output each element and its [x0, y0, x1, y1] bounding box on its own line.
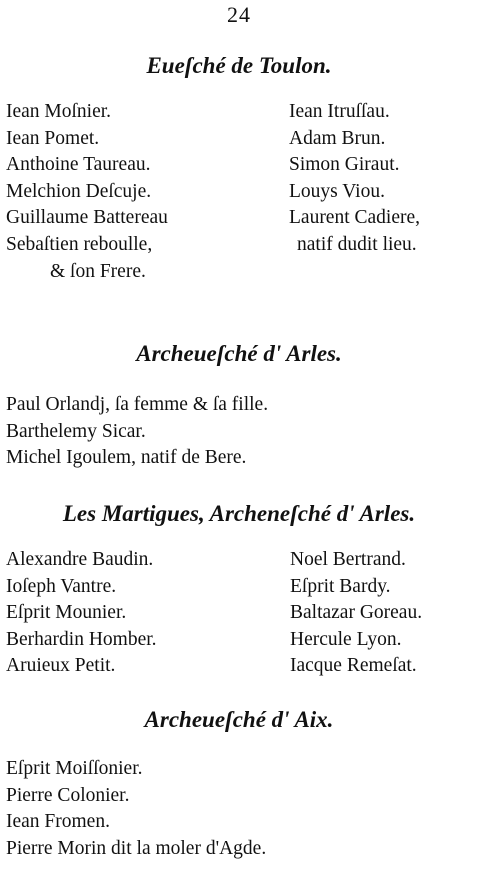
name-line: Barthelemy Sicar. [6, 420, 146, 442]
aix-lines [6, 756, 266, 862]
name-line: Eſprit Mounier. [6, 602, 127, 624]
name-line: Simon Giraut. [289, 154, 400, 176]
name-line: Guillaume Battereau [6, 207, 168, 229]
name-line: Ioſeph Vantre. [6, 575, 117, 597]
name-line: Pierre Morin dit la moler d'Agde. [6, 837, 267, 859]
martigues-left-column [6, 547, 157, 680]
name-line: Noel Bertrand. [290, 549, 406, 570]
section-heading-toulon: Eueſché de Toulon. [146, 53, 332, 78]
page-number: 24 [227, 2, 251, 27]
name-line: Louys Viou. [289, 180, 385, 202]
section-heading-arles: Archeueſché d' Arles. [136, 341, 342, 366]
name-line: Sebaſtien reboulle, [6, 233, 153, 255]
name-line: Eſprit Moiſſonier. [6, 758, 143, 779]
name-line: Iean Fromen. [6, 811, 110, 833]
name-line: & ſon Frere. [50, 260, 146, 282]
name-line: Iean Pomet. [6, 127, 100, 149]
toulon-left-column [6, 99, 168, 285]
name-line: Aruieux Petit. [6, 655, 116, 677]
name-line: Anthoine Taureau. [6, 154, 151, 176]
name-line: Michel Igoulem, natif de Bere. [6, 447, 247, 469]
section-heading-martigues: Les Martigues, Archeneſché d' Arles. [62, 501, 416, 526]
toulon-right-column [289, 99, 420, 259]
name-line: Pierre Colonier. [6, 784, 130, 806]
section-heading-aix: Archeueſché d' Aix. [144, 707, 334, 732]
name-line: Alexandre Baudin. [6, 549, 154, 570]
name-line: Berhardin Homber. [6, 628, 157, 650]
name-line: Iean Itruſſau. [289, 101, 390, 122]
name-line: Hercule Lyon. [290, 628, 402, 650]
name-line: Baltazar Goreau. [290, 602, 423, 624]
name-line: Paul Orlandj, ſa femme & ſa fille. [6, 394, 269, 415]
name-line: Iacque Remeſat. [290, 655, 417, 677]
name-line: Eſprit Bardy. [290, 575, 391, 597]
arles-lines [6, 392, 268, 472]
name-line: Laurent Cadiere, [289, 207, 421, 229]
name-line: Adam Brun. [289, 127, 386, 149]
name-line: Melchion Deſcuje. [6, 180, 152, 202]
name-line: Iean Moſnier. [6, 101, 112, 122]
name-line: natif dudit lieu. [297, 233, 417, 255]
martigues-right-column [290, 547, 422, 680]
